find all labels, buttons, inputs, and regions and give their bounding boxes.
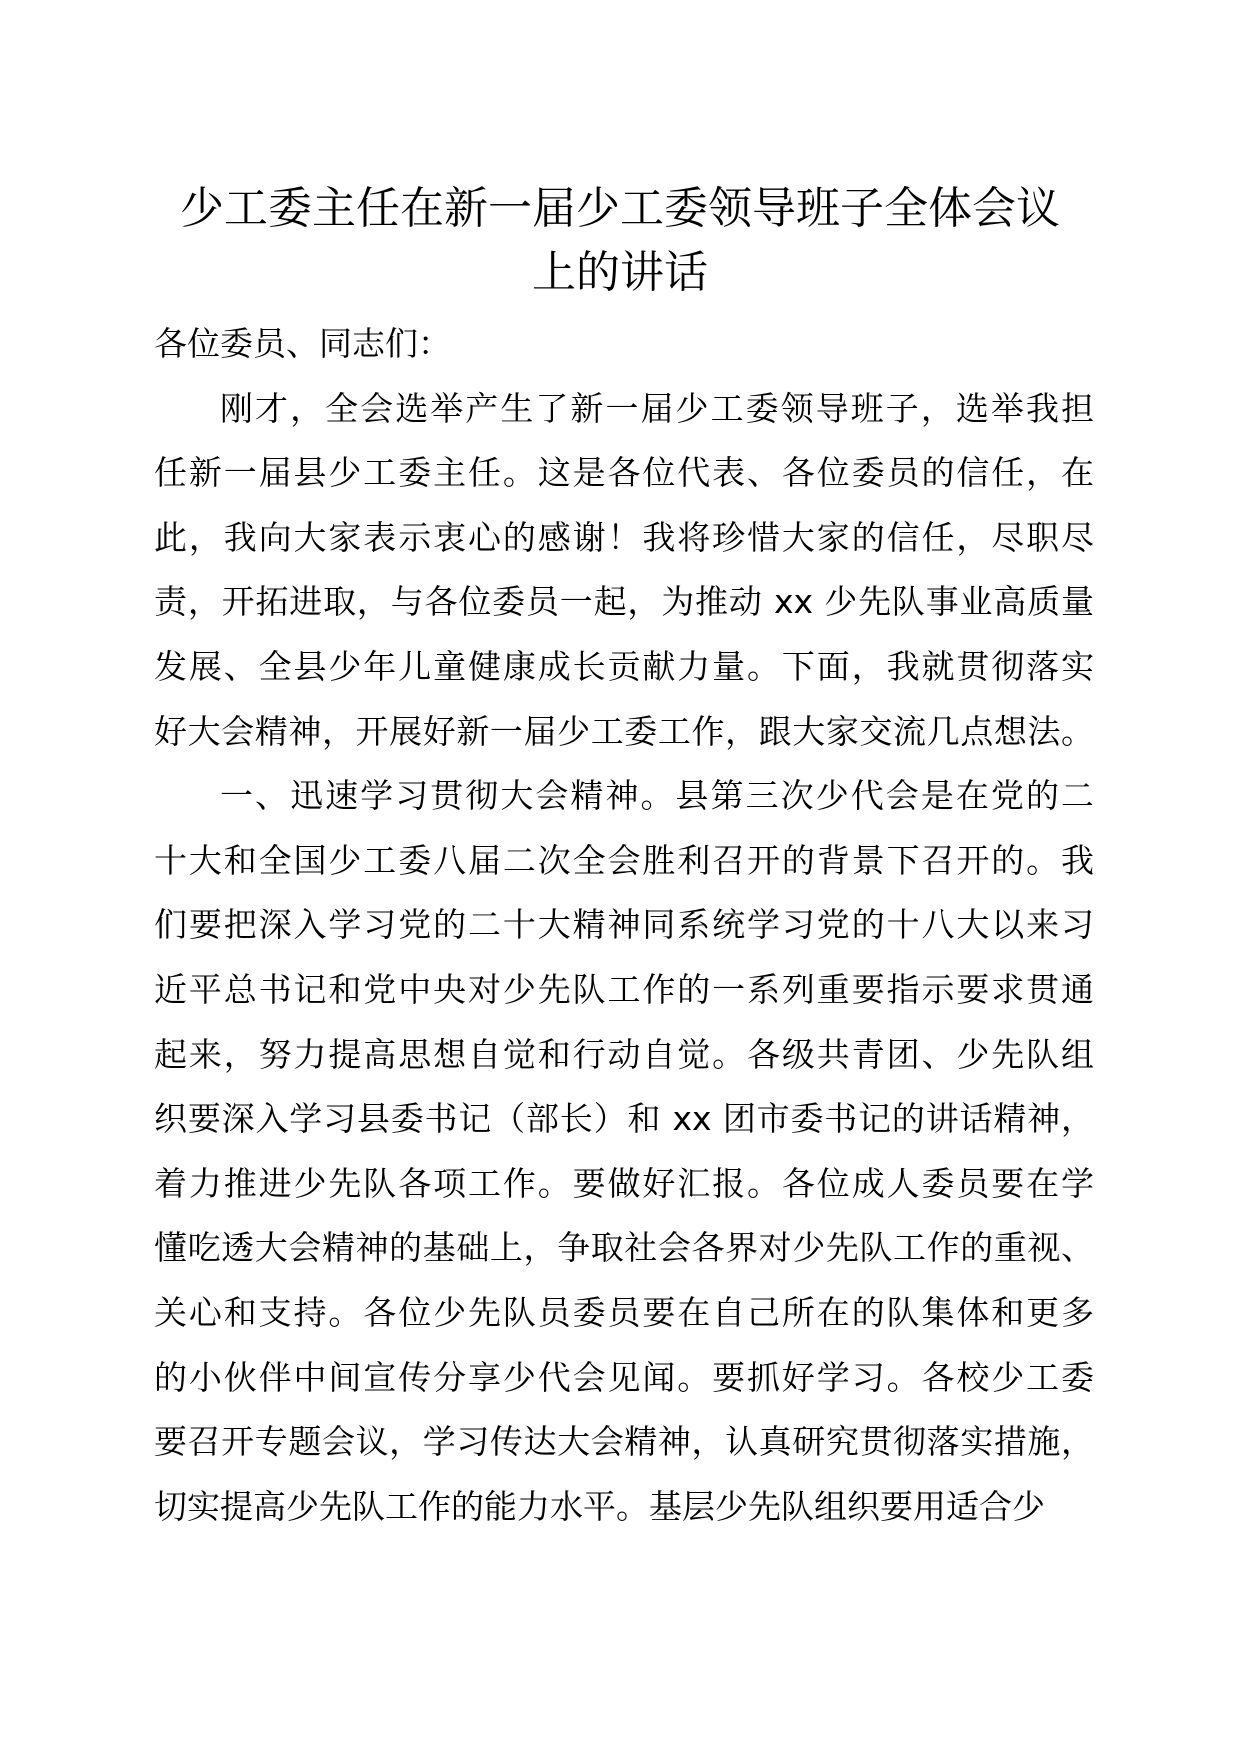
paragraph-line: 着力推进少先队各项工作。要做好汇报。各位成人委员要在学 bbox=[154, 1163, 1094, 1203]
title-line-2: 上的讲话 bbox=[532, 247, 708, 298]
document-body bbox=[154, 312, 1094, 1539]
paragraph-line: 责，开拓进取，与各位委员一起，为推动 xx 少先队事业高质量 bbox=[154, 582, 1094, 622]
salutation: 各位委员、同志们： bbox=[154, 324, 451, 363]
paragraph-line: 一、迅速学习贯彻大会精神。县第三次少代会是在党的二 bbox=[220, 776, 1094, 816]
paragraph-line: 切实提高少先队工作的能力水平。基层少先队组织要用适合少 bbox=[154, 1486, 1045, 1526]
paragraph-line: 的小伙伴中间宣传分享少代会见闻。要抓好学习。各校少工委 bbox=[154, 1357, 1094, 1397]
paragraph-line: 织要深入学习县委书记（部长）和 xx 团市委书记的讲话精神， bbox=[154, 1099, 1094, 1139]
title-line-1: 少工委主任在新一届少工委领导班子全体会议 bbox=[180, 183, 1060, 234]
paragraph-line: 关心和支持。各位少先队员委员要在自己所在的队集体和更多 bbox=[154, 1292, 1094, 1332]
document-title bbox=[150, 177, 1090, 305]
paragraph-line: 好大会精神，开展好新一届少工委工作，跟大家交流几点想法。 bbox=[154, 711, 1094, 751]
paragraph-line: 近平总书记和党中央对少先队工作的一系列重要指示要求贯通 bbox=[154, 969, 1094, 1009]
paragraph-line: 刚才，全会选举产生了新一届少工委领导班子，选举我担 bbox=[220, 388, 1094, 428]
paragraph-line: 要召开专题会议，学习传达大会精神，认真研究贯彻落实措施， bbox=[154, 1422, 1094, 1462]
paragraph-line: 十大和全国少工委八届二次全会胜利召开的背景下召开的。我 bbox=[154, 840, 1094, 880]
paragraph-line: 此，我向大家表示衷心的感谢！我将珍惜大家的信任，尽职尽 bbox=[154, 517, 1094, 557]
paragraph-line: 发展、全县少年儿童健康成长贡献力量。下面，我就贯彻落实 bbox=[154, 646, 1094, 686]
paragraph-line: 起来，努力提高思想自觉和行动自觉。各级共青团、少先队组 bbox=[154, 1034, 1094, 1074]
paragraph-line: 任新一届县少工委主任。这是各位代表、各位委员的信任，在 bbox=[154, 453, 1094, 493]
paragraph-line: 懂吃透大会精神的基础上，争取社会各界对少先队工作的重视、 bbox=[154, 1228, 1094, 1268]
paragraph-line: 们要把深入学习党的二十大精神同系统学习党的十八大以来习 bbox=[154, 905, 1094, 945]
